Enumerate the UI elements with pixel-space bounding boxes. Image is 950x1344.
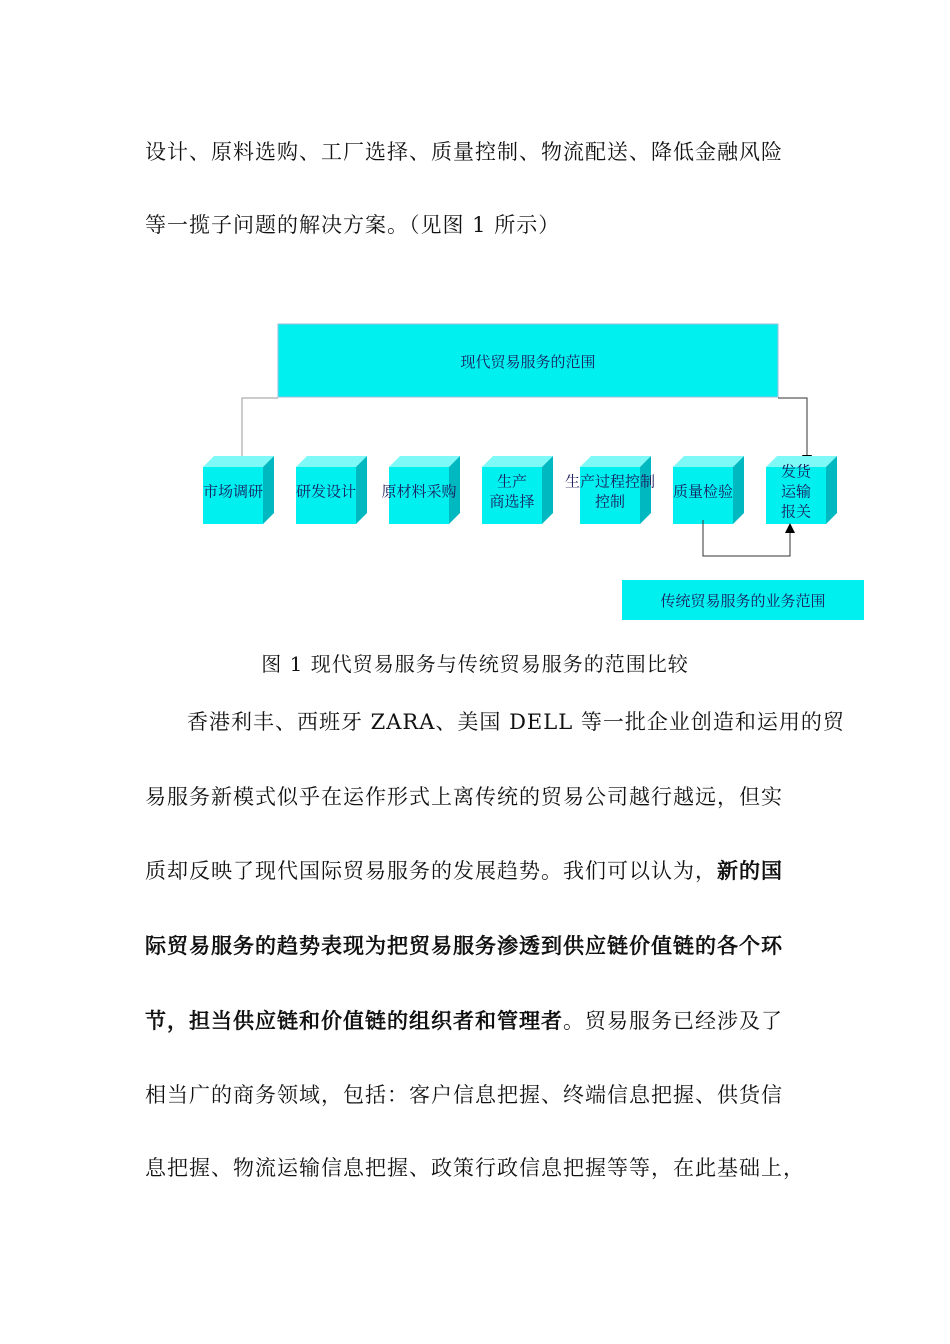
paragraph2-line6: 相当广的商务领域，包括：客户信息把握、终端信息把握、供货信: [145, 1083, 783, 1107]
modern-scope-label: 现代贸易服务的范围: [460, 353, 596, 371]
paragraph2-line1: 香港利丰、西班牙 ZARA、美国 DELL 等一批企业创造和运用的贸: [187, 710, 845, 734]
paragraph1-line2: 等一揽子问题的解决方案。（见图 1 所示）: [145, 213, 561, 237]
cube-row: [203, 456, 837, 524]
cube-material-purchase: [381, 456, 460, 524]
cube-side-face: [356, 456, 367, 524]
cube-top-face: [482, 456, 553, 467]
cube-label: 市场调研: [202, 482, 264, 501]
cube-label: 控制: [594, 492, 626, 511]
paragraph2-line5-normal: 。贸易服务已经涉及了: [563, 1009, 783, 1033]
cube-top-face: [389, 456, 460, 467]
figure-caption: 图 1 现代贸易服务与传统贸易服务的范围比较: [261, 652, 689, 676]
cube-market-research: [203, 456, 274, 524]
cube-label: 原材料采购: [381, 482, 457, 501]
cube-label: 商选择: [489, 492, 535, 511]
cube-shipping-customs: [766, 456, 837, 524]
paragraph2-line4: 际贸易服务的趋势表现为把贸易服务渗透到供应链价值链的各个环: [145, 933, 783, 958]
paragraph2-line3: [145, 860, 783, 882]
cube-side-face: [263, 456, 274, 524]
paragraph2-line3-normal: 质却反映了现代国际贸易服务的发展趋势。我们可以认为，: [145, 859, 717, 883]
paragraph2-line2: 易服务新模式似乎在运作形式上离传统的贸易公司越行越远，但实: [145, 785, 783, 809]
cube-label: 发货: [780, 462, 812, 481]
cube-producer-selection: [482, 456, 553, 524]
cube-side-face: [733, 456, 744, 524]
cube-label: 质量检验: [672, 482, 734, 501]
paragraph2-line5-bold: 节，担当供应链和价值链的组织者和管理者: [145, 1008, 563, 1033]
cube-quality-inspection: [673, 456, 744, 524]
paragraph2-line3-bold: 新的国: [717, 858, 783, 883]
feedback-arrow: [703, 520, 790, 556]
cube-process-control: [565, 456, 655, 524]
cube-label: 生产过程控制: [564, 472, 656, 491]
paragraph1-line1: 设计、原料选购、工厂选择、质量控制、物流配送、降低金融风险: [145, 140, 783, 164]
cube-side-face: [826, 456, 837, 524]
cube-side-face: [542, 456, 553, 524]
cube-top-face: [673, 456, 744, 467]
cube-top-face: [580, 456, 651, 467]
traditional-scope-label: 传统贸易服务的业务范围: [660, 592, 826, 610]
connector-right: [778, 398, 807, 460]
cube-label: 运输: [780, 482, 812, 501]
cube-label: 研发设计: [295, 482, 357, 501]
cube-top-face: [296, 456, 367, 467]
cube-label: 生产: [496, 472, 528, 491]
paragraph2-line5: [145, 1010, 783, 1032]
paragraph2-line7: 息把握、物流运输信息把握、政策行政信息把握等等，在此基础上，: [145, 1156, 805, 1180]
connector-left: [242, 398, 278, 462]
cube-rnd-design: [296, 456, 367, 524]
cube-label: 报关: [780, 502, 812, 521]
cube-top-face: [203, 456, 274, 467]
